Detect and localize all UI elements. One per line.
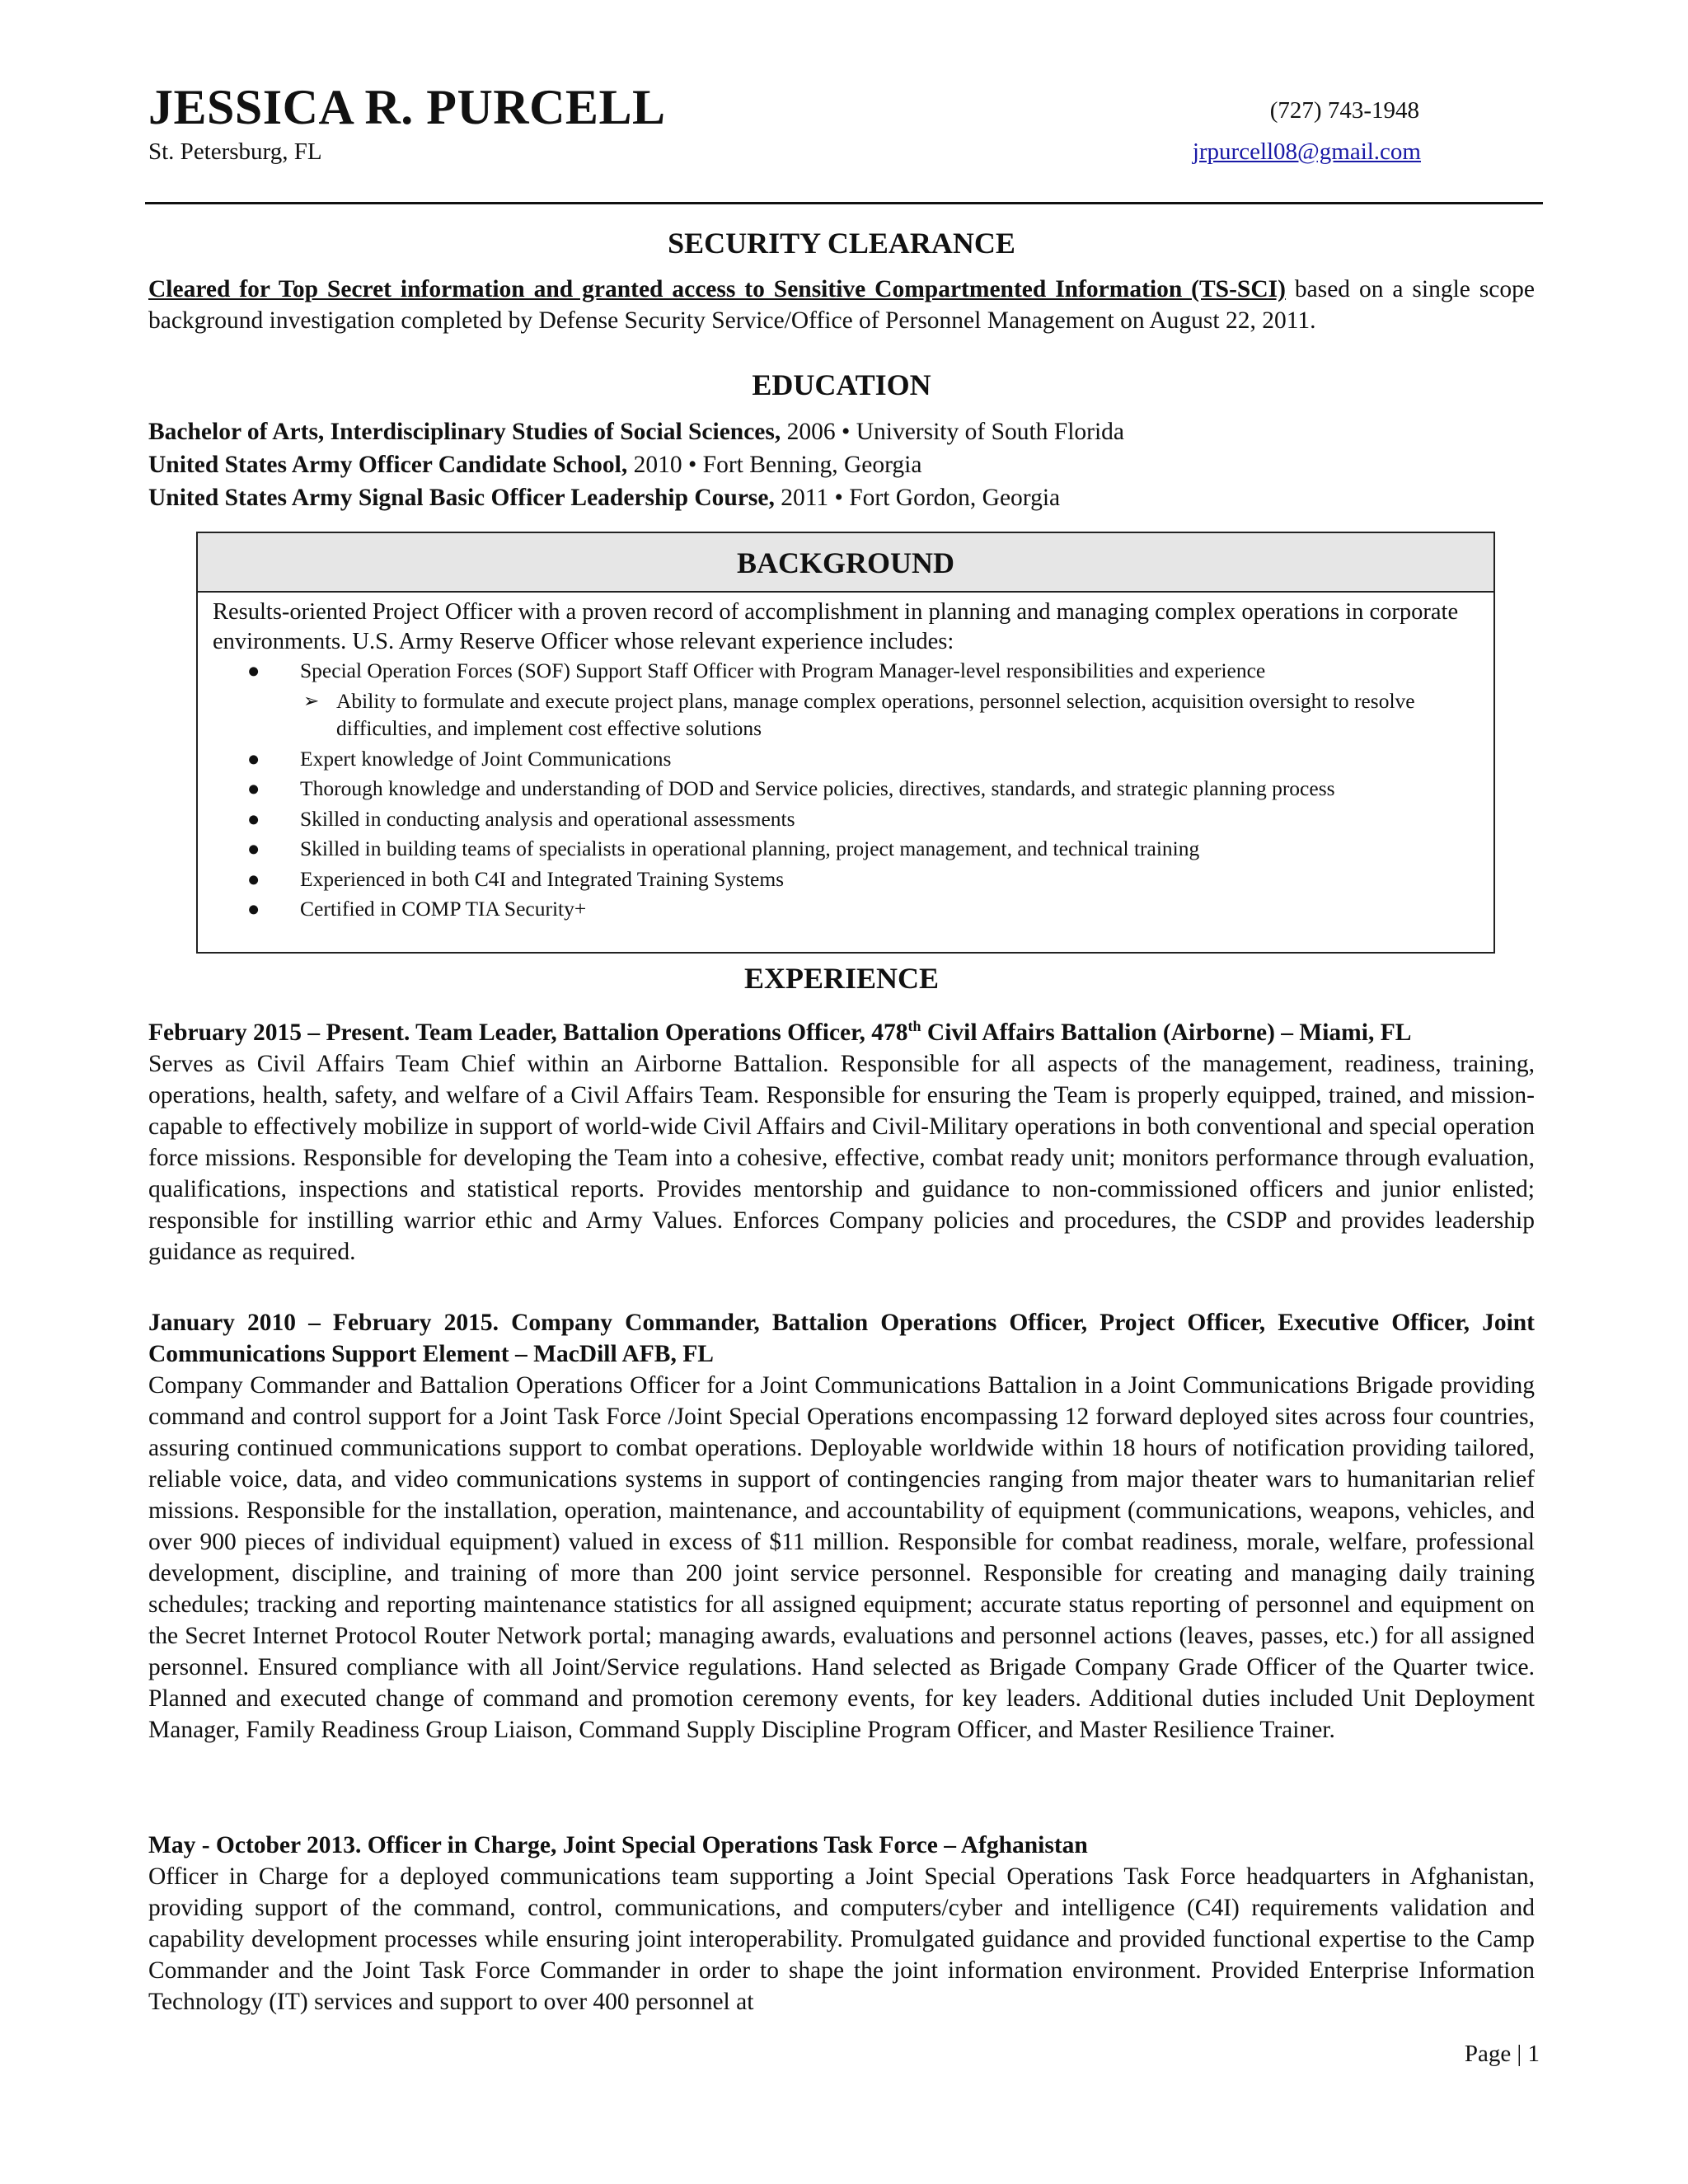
security-clearance-text: Cleared for Top Secret information and granted access to Sensitive Compartmented Information (TS-SCI) based on a single scope background investigation completed by Defense Security Service/Office of Personnel Management on August 22, 2011. xyxy=(148,276,1535,334)
job-description: Company Commander and Battalion Operations Officer for a Joint Communications Battalion in a Joint Communications Brigade providing command and control support for a Joint Task Force /Joint Special Operations encompassing 12 forward deployed sites across four countries, assuring continued communications support to combat operations. Deployable worldwide within 18 hours of notification providing tailored, reliable voice, data, and video communications systems in support of contingencies ranging from major theater wars to humanitarian relief missions. Responsible for the installation, operation, maintenance, and accountability of equipment (communications, weapons, vehicles, and over 900 pieces of individual equipment) valued in excess of $11 million. Responsible for combat readiness, morale, welfare, professional development, discipline, and training of more than 200 joint service personnel. Responsible for creating and managing daily training schedules; tracking and reporting maintenance statistics for all assigned equipment; accurate status reporting of personnel and equipment on the Secret Internet Protocol Router Network portal; managing awards, evaluations and personnel actions (leaves, passes, etc.) for all assigned personnel. Ensured compliance with all Joint/Service regulations. Hand selected as Brigade Company Grade Officer of the Quarter twice. Planned and executed change of command and promotion ceremony events, for key leaders. Additional duties included Unit Deployment Manager, Family Readiness Group Liaison, Command Supply Discipline Program Officer, and Master Resilience Trainer. xyxy=(148,1372,1535,1743)
list-item: ● Expert knowledge of Joint Communications xyxy=(198,745,1493,773)
bullet-icon: ● xyxy=(247,866,260,891)
page-number: Page | 1 xyxy=(1464,2041,1540,2067)
background-list xyxy=(198,657,1493,926)
bullet-icon: ● xyxy=(247,897,260,921)
list-item: ● Thorough knowledge and understanding of DOD and Service policies, directives, standards, and strategic planning process xyxy=(198,775,1493,803)
phone-number: (727) 743-1948 xyxy=(1269,97,1419,124)
job-title: January 2010 – February 2015. Company Commander, Battalion Operations Officer, Project Officer, Executive Officer, Joint Communications Support Element – MacDill AFB, FL xyxy=(148,1310,1535,1367)
job-title: May - October 2013. Officer in Charge, Joint Special Operations Task Force – Afghanistan xyxy=(148,1832,1088,1858)
security-clearance-heading: SECURITY CLEARANCE xyxy=(668,227,1015,260)
candidate-name: JESSICA R. PURCELL xyxy=(148,80,666,134)
list-item: ● Special Operation Forces (SOF) Support Staff Officer with Program Manager-level responsibilities and experience xyxy=(198,657,1493,685)
email-link[interactable]: jrpurcell08@gmail.com xyxy=(1192,138,1421,165)
job-entry xyxy=(148,1307,1535,1746)
education-item: Bachelor of Arts, Interdisciplinary Studies of Social Sciences, 2006 • University of South Florida xyxy=(148,419,1125,445)
job-description: Serves as Civil Affairs Team Chief within an Airborne Battalion. Responsible for all aspects of the management, readiness, training, operations, health, safety, and welfare of a Civil Affairs Team. Responsible for ensuring the Team is properly equipped, trained, and mission- capable to effectively mobilize in support of world-wide Civil Affairs and Civil-Military operations in both conventional and special operation force missions. Responsible for developing the Team into a cohesive, effective, combat ready unit; monitors performance through evaluation, qualifications, inspections and statistical reports. Provides mentorship and guidance to non-commissioned officers and junior enlisted; responsible for instilling warrior ethic and Army Values. Enforces Company policies and procedures, the CSDP and provides leadership guidance as required. xyxy=(148,1050,1535,1265)
job-entry xyxy=(148,1010,1535,1268)
list-item: ● Experienced in both C4I and Integrated Training Systems xyxy=(198,865,1493,893)
bullet-icon: ● xyxy=(247,746,260,771)
list-item: ● Skilled in conducting analysis and operational assessments xyxy=(198,805,1493,833)
clearance-level: Cleared for Top Secret information and granted access to Sensitive Compartmented Information (TS-SCI) xyxy=(148,276,1286,302)
education-item: United States Army Signal Basic Officer Leadership Course, 2011 • Fort Gordon, Georgia xyxy=(148,485,1061,511)
list-item: ● Skilled in building teams of specialists in operational planning, project management, and technical training xyxy=(198,835,1493,863)
bullet-icon: ● xyxy=(247,776,260,800)
job-description: Officer in Charge for a deployed communications team supporting a Joint Special Operations Task Force headquarters in Afghanistan, providing support of the command, control, communications, and computers/cyber and intelligence (C4I) requirements validation and capability development processes while ensuring joint interoperability. Promulgated guidance and provided functional expertise to the Camp Commander and the Joint Task Force Commander in order to shape the joint information environment. Provided Enterprise Information Technology (IT) services and support to over 400 personnel at xyxy=(148,1863,1535,2015)
job-title: February 2015 – Present. Team Leader, Battalion Operations Officer, 478th Civil Affairs Battalion (Airborne) – Miami, FL xyxy=(148,1018,1412,1046)
education-heading: EDUCATION xyxy=(752,368,931,401)
list-item: ● Certified in COMP TIA Security+ xyxy=(198,895,1493,923)
education-item: United States Army Officer Candidate School, 2010 • Fort Benning, Georgia xyxy=(148,452,922,478)
list-item: ➢ Ability to formulate and execute project plans, manage complex operations, personnel selection, acquisition oversight to resolve difficulties, and implement cost effective solutions xyxy=(303,688,1415,740)
background-heading: BACKGROUND xyxy=(198,533,1493,593)
security-clearance-section xyxy=(148,274,1535,336)
header-divider xyxy=(145,202,1543,204)
job-entry xyxy=(148,1830,1535,2018)
arrow-bullet-icon: ➢ xyxy=(303,690,320,711)
background-box xyxy=(196,532,1495,954)
bullet-icon: ● xyxy=(247,658,260,682)
experience-heading: EXPERIENCE xyxy=(743,962,940,995)
bullet-icon: ● xyxy=(247,806,260,831)
location: St. Petersburg, FL xyxy=(148,138,322,165)
background-intro: Results-oriented Project Officer with a proven record of accomplishment in planning and managing complex operations in corporate environments. U.S. Army Reserve Officer whose relevant experience includes: xyxy=(213,599,1459,654)
bullet-icon: ● xyxy=(247,837,260,860)
